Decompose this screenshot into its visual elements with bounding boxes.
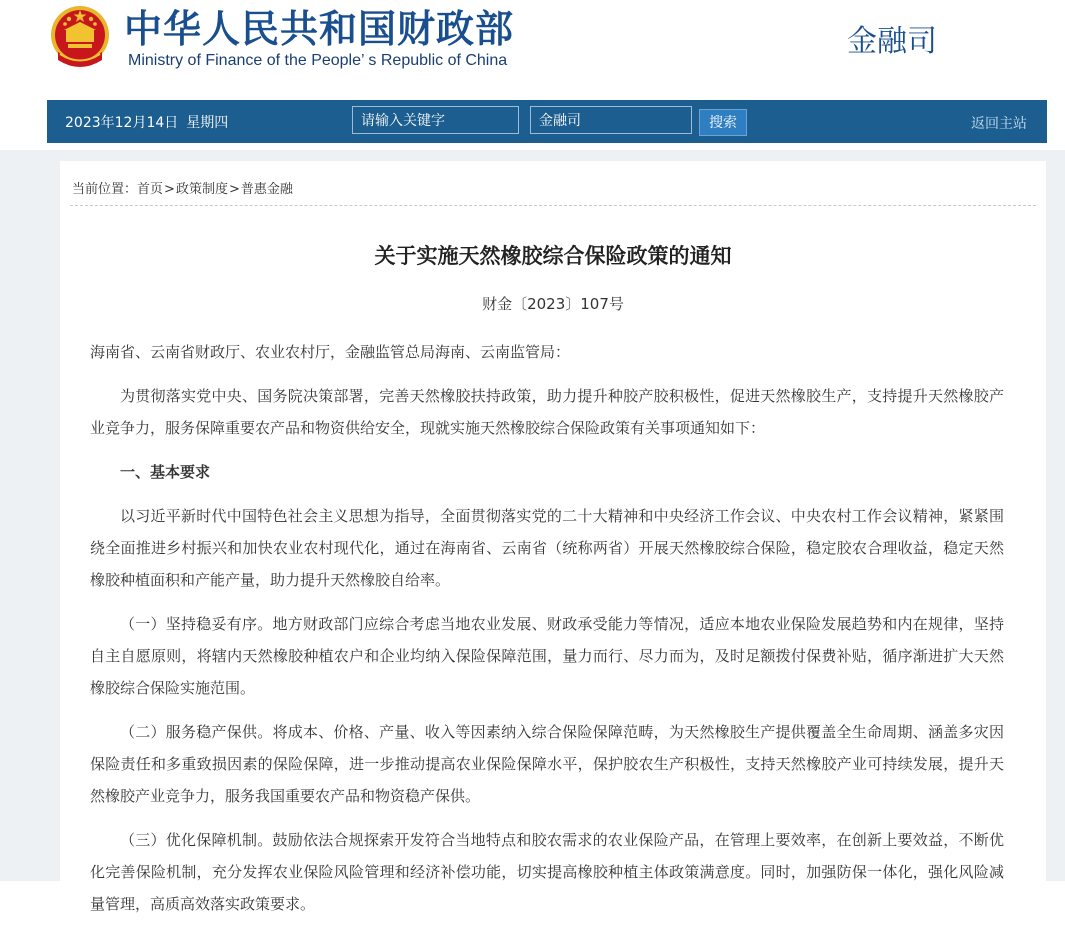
breadcrumb-separator: > <box>228 182 240 197</box>
site-title-english: Ministry of Finance of the People’ s Republic of China <box>128 52 508 69</box>
article-body <box>90 336 1004 932</box>
article-panel <box>60 161 1046 913</box>
date-text: 2023年12月14日 <box>65 115 179 131</box>
intro-paragraph: 为贯彻落实党中央、国务院决策部署，完善天然橡胶扶持政策，助力提升种胶产胶积极性，促进天然橡胶生产，支持提升天然橡胶产业竞争力，服务保障重要农产品和物资供给安全，现就实施天然橡胶综合保险政策有关事项通知如下： <box>90 387 1004 437</box>
section-paragraph: 以习近平新时代中国特色社会主义思想为指导，全面贯彻落实党的二十大精神和中央经济工作会议、中央农村工作会议精神，紧紧围绕全面推进乡村振兴和加快农业农村现代化，通过在海南省、云南省（统称两省）开展天然橡胶综合保险，稳定胶农合理收益，稳定天然橡胶种植面积和产能产量，助力提升天然橡胶自给率。 <box>90 507 1004 589</box>
addressee-paragraph: 海南省、云南省财政厅、农业农村厅，金融监管总局海南、云南监管局： <box>90 343 571 361</box>
search-button[interactable]: 搜索 <box>699 109 747 136</box>
article-title: 关于实施天然橡胶综合保险政策的通知 <box>374 244 732 268</box>
policy-item-2: （二）服务稳产保供。将成本、价格、产量、收入等因素纳入综合保险保障范畴，为天然橡胶生产提供覆盖全生命周期、涵盖多灾因保险责任和多重致损因素的保险保障，进一步推动提高农业保险保障水平，保护胶农生产积极性，支持天然橡胶产业可持续发展，提升天然橡胶产业竞争力，服务我国重要农产品和物资稳产保供。 <box>90 723 1004 805</box>
search-input[interactable]: 请输入关键字 <box>352 106 519 134</box>
breadcrumb-divider <box>70 205 1036 206</box>
top-navbar <box>47 100 1047 143</box>
breadcrumb-item-inclusive-finance[interactable]: 普惠金融 <box>240 182 293 197</box>
site-title-chinese: 中华人民共和国财政部 <box>124 6 515 51</box>
current-date <box>65 112 236 132</box>
breadcrumb-separator: > <box>164 182 175 197</box>
breadcrumb-item-policy[interactable]: 政策制度 <box>175 182 228 197</box>
national-emblem-icon <box>48 4 112 70</box>
site-header <box>0 0 1065 100</box>
department-name: 金融司 <box>847 24 937 59</box>
weekday-text: 星期四 <box>186 115 229 131</box>
breadcrumb <box>72 178 293 197</box>
breadcrumb-prefix: 当前位置： <box>72 182 138 197</box>
policy-item-1: （一）坚持稳妥有序。地方财政部门应综合考虑当地农业发展、财政承受能力等情况，适应本地农业保险发展趋势和内在规律，坚持自主自愿原则，将辖内天然橡胶种植农户和企业均纳入保险保障范围，量力而行、尽力而为，及时足额拨付保费补贴，循序渐进扩大天然橡胶综合保险实施范围。 <box>90 615 1004 697</box>
document-number: 财金〔2023〕107号 <box>482 295 624 313</box>
policy-item-3: （三）优化保障机制。鼓励依法合规探索开发符合当地特点和胶农需求的农业保险产品，在管理上要效率，在创新上要效益，不断优化完善保险机制，充分发挥农业保险风险管理和经济补偿功能，切实提高橡胶种植主体政策满意度。同时，加强防保一体化，强化风险减量管理，高质高效落实政策要求。 <box>90 831 1004 913</box>
return-home-link[interactable]: 返回主站 <box>971 116 1027 132</box>
breadcrumb-item-home[interactable]: 首页 <box>137 182 164 197</box>
section-heading: 一、基本要求 <box>120 463 211 481</box>
search-scope-select[interactable]: 金融司 <box>530 106 692 134</box>
